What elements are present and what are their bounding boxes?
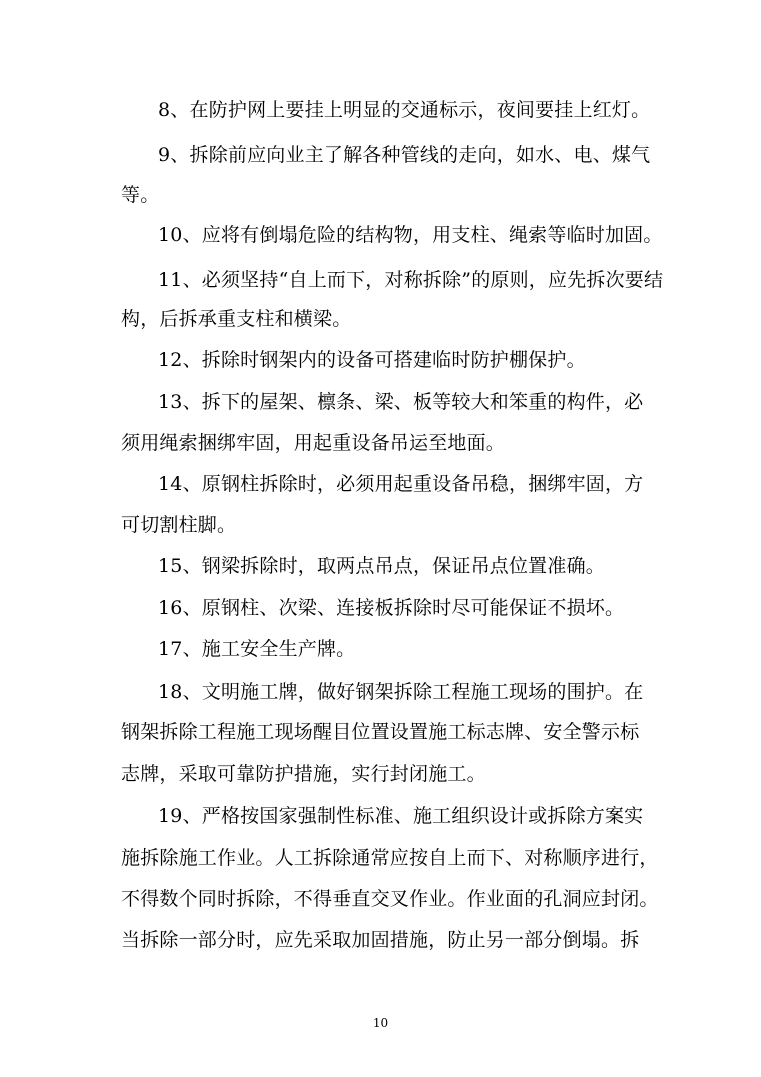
text-line: 8、在防护网上要挂上明显的交通标示，夜间要挂上红灯。 bbox=[158, 99, 651, 121]
text-line: 等。 bbox=[121, 184, 160, 206]
text-line: 13、拆下的屋架、檩条、梁、板等较大和笨重的构件，必 bbox=[158, 391, 644, 413]
text-line: 钢架拆除工程施工现场醒目位置设置施工标志牌、安全警示标 bbox=[121, 721, 640, 743]
text-line: 不得数个同时拆除，不得垂直交叉作业。作业面的孔洞应封闭。 bbox=[121, 888, 659, 910]
text-line: 19、严格按国家强制性标准、施工组织设计或拆除方案实 bbox=[158, 805, 644, 827]
text-line: 可切割柱脚。 bbox=[121, 514, 237, 536]
text-line: 须用绳索捆绑牢固，用起重设备吊运至地面。 bbox=[121, 432, 506, 454]
text-line: 当拆除一部分时，应先采取加固措施，防止另一部分倒塌。拆 bbox=[121, 929, 640, 951]
text-line: 10、应将有倒塌危险的结构物，用支柱、绳索等临时加固。 bbox=[158, 224, 663, 246]
text-line: 9、拆除前应向业主了解各种管线的走向，如水、电、煤气 bbox=[158, 144, 651, 166]
text-line: 16、原钢柱、次梁、连接板拆除时尽可能保证不损坏。 bbox=[158, 597, 625, 619]
text-line: 18、文明施工牌，做好钢架拆除工程施工现场的围护。在 bbox=[158, 681, 644, 703]
page-number: 10 bbox=[372, 1016, 389, 1030]
text-line: 11、必须坚持“自上而下，对称拆除”的原则，应先拆次要结 bbox=[158, 269, 664, 291]
text-line: 志牌，采取可靠防护措施，实行封闭施工。 bbox=[121, 763, 486, 785]
text-line: 15、钢梁拆除时，取两点吊点，保证吊点位置准确。 bbox=[158, 555, 605, 577]
text-line: 17、施工安全生产牌。 bbox=[158, 638, 356, 660]
text-line: 施拆除施工作业。人工拆除通常应按自上而下、对称顺序进行， bbox=[121, 847, 659, 869]
text-line: 构，后拆承重支柱和横梁。 bbox=[121, 308, 352, 330]
text-line: 14、原钢柱拆除时，必须用起重设备吊稳，捆绑牢固，方 bbox=[158, 473, 644, 495]
text-line: 12、拆除时钢架内的设备可搭建临时防护棚保护。 bbox=[158, 349, 586, 371]
